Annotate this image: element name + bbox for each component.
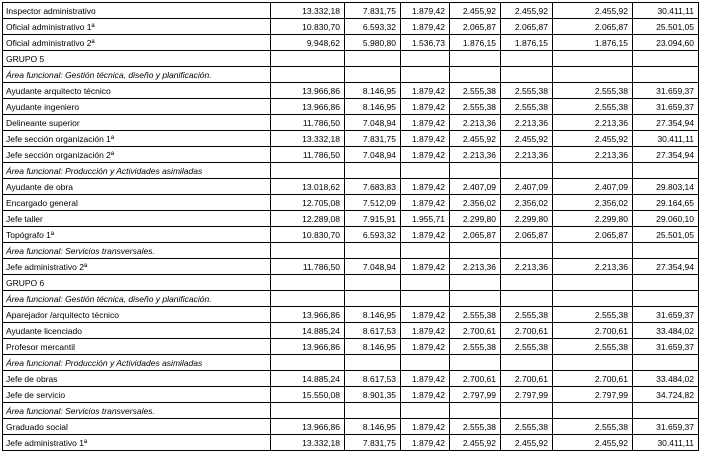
amount-cell: 2.356,02 xyxy=(553,195,633,211)
amount-cell: 8.146,95 xyxy=(345,83,401,99)
amount-cell: 2.555,38 xyxy=(553,83,633,99)
amount-cell: 12.289,08 xyxy=(271,211,345,227)
amount-cell xyxy=(501,291,553,307)
amount-cell xyxy=(553,291,633,307)
amount-cell: 2.555,38 xyxy=(450,99,501,115)
amount-cell xyxy=(633,163,699,179)
amount-cell: 14.885,24 xyxy=(271,371,345,387)
amount-cell: 2.213,36 xyxy=(501,259,553,275)
group-header-row xyxy=(3,51,699,67)
amount-cell: 13.966,86 xyxy=(271,419,345,435)
job-title-cell: Jefe sección organización 2ª xyxy=(3,147,271,163)
amount-cell xyxy=(345,275,401,291)
amount-cell: 1.876,15 xyxy=(450,35,501,51)
amount-cell: 10.830,70 xyxy=(271,19,345,35)
amount-cell: 1.536,73 xyxy=(401,35,450,51)
amount-cell: 11.786,50 xyxy=(271,147,345,163)
amount-cell: 1.879,42 xyxy=(401,147,450,163)
amount-cell xyxy=(450,403,501,419)
amount-cell: 1.876,15 xyxy=(501,35,553,51)
amount-cell xyxy=(553,403,633,419)
amount-cell xyxy=(633,291,699,307)
functional-area-row xyxy=(3,243,699,259)
amount-cell xyxy=(401,355,450,371)
amount-cell: 2.700,61 xyxy=(450,371,501,387)
amount-cell xyxy=(401,51,450,67)
amount-cell: 27.354,94 xyxy=(633,147,699,163)
amount-cell: 2.213,36 xyxy=(553,259,633,275)
amount-cell xyxy=(401,67,450,83)
amount-cell: 7.831,75 xyxy=(345,3,401,19)
job-title-cell: Oficial administrativo 1ª xyxy=(3,19,271,35)
amount-cell: 9.948,62 xyxy=(271,35,345,51)
amount-cell: 6.593,32 xyxy=(345,227,401,243)
amount-cell: 2.555,38 xyxy=(553,307,633,323)
amount-cell: 2.213,36 xyxy=(450,115,501,131)
amount-cell: 31.659,37 xyxy=(633,419,699,435)
table-row xyxy=(3,339,699,355)
amount-cell: 1.879,42 xyxy=(401,115,450,131)
amount-cell: 7.048,94 xyxy=(345,259,401,275)
amount-cell: 1.879,42 xyxy=(401,339,450,355)
amount-cell: 2.065,87 xyxy=(553,227,633,243)
table-row xyxy=(3,323,699,339)
amount-cell: 2.555,38 xyxy=(450,83,501,99)
functional-area-label-cell: Área funcional: Servicios transversales. xyxy=(3,403,271,419)
amount-cell xyxy=(401,243,450,259)
amount-cell: 1.879,42 xyxy=(401,83,450,99)
table-row xyxy=(3,35,699,51)
amount-cell: 2.407,09 xyxy=(501,179,553,195)
amount-cell: 2.555,38 xyxy=(501,419,553,435)
amount-cell: 2.213,36 xyxy=(450,259,501,275)
amount-cell: 8.146,95 xyxy=(345,339,401,355)
table-row xyxy=(3,3,699,19)
table-row xyxy=(3,131,699,147)
amount-cell: 2.299,80 xyxy=(553,211,633,227)
amount-cell: 30.411,11 xyxy=(633,435,699,451)
amount-cell xyxy=(450,291,501,307)
amount-cell: 2.700,61 xyxy=(450,323,501,339)
job-title-cell: Jefe administrativo 1ª xyxy=(3,435,271,451)
job-title-cell: Ayudante licenciado xyxy=(3,323,271,339)
amount-cell: 2.555,38 xyxy=(450,419,501,435)
amount-cell: 2.555,38 xyxy=(450,339,501,355)
amount-cell: 1.879,42 xyxy=(401,307,450,323)
amount-cell: 13.332,18 xyxy=(271,131,345,147)
amount-cell xyxy=(345,355,401,371)
amount-cell: 2.356,02 xyxy=(501,195,553,211)
job-title-cell: Jefe administrativo 2ª xyxy=(3,259,271,275)
functional-area-row xyxy=(3,291,699,307)
amount-cell: 1.879,42 xyxy=(401,179,450,195)
group-label-cell: GRUPO 5 xyxy=(3,51,271,67)
amount-cell: 2.455,92 xyxy=(450,131,501,147)
amount-cell: 1.879,42 xyxy=(401,419,450,435)
job-title-cell: Delineante superior xyxy=(3,115,271,131)
amount-cell: 1.879,42 xyxy=(401,19,450,35)
amount-cell: 2.555,38 xyxy=(501,307,553,323)
functional-area-row xyxy=(3,355,699,371)
amount-cell: 2.407,09 xyxy=(553,179,633,195)
amount-cell: 29.803,14 xyxy=(633,179,699,195)
amount-cell: 7.048,94 xyxy=(345,115,401,131)
amount-cell xyxy=(401,275,450,291)
amount-cell: 2.700,61 xyxy=(501,323,553,339)
job-title-cell: Ayudante arquitecto técnico xyxy=(3,83,271,99)
table-row xyxy=(3,19,699,35)
amount-cell: 2.299,80 xyxy=(501,211,553,227)
functional-area-label-cell: Área funcional: Producción y Actividades asimiladas xyxy=(3,355,271,371)
amount-cell xyxy=(553,67,633,83)
amount-cell: 2.356,02 xyxy=(450,195,501,211)
amount-cell: 2.065,87 xyxy=(553,19,633,35)
table-row xyxy=(3,387,699,403)
amount-cell: 34.724,82 xyxy=(633,387,699,403)
job-title-cell: Jefe sección organización 1ª xyxy=(3,131,271,147)
amount-cell: 2.700,61 xyxy=(501,371,553,387)
table-row xyxy=(3,259,699,275)
table-row xyxy=(3,211,699,227)
amount-cell xyxy=(501,51,553,67)
job-title-cell: Inspector administrativo xyxy=(3,3,271,19)
amount-cell xyxy=(345,67,401,83)
amount-cell xyxy=(450,243,501,259)
amount-cell: 2.797,99 xyxy=(501,387,553,403)
amount-cell: 13.966,86 xyxy=(271,99,345,115)
amount-cell: 1.879,42 xyxy=(401,387,450,403)
amount-cell xyxy=(553,51,633,67)
amount-cell: 2.555,38 xyxy=(501,339,553,355)
amount-cell: 1.876,15 xyxy=(553,35,633,51)
amount-cell xyxy=(271,243,345,259)
amount-cell: 31.659,37 xyxy=(633,99,699,115)
amount-cell: 2.455,92 xyxy=(553,3,633,19)
job-title-cell: Ayudante ingeniero xyxy=(3,99,271,115)
table-row xyxy=(3,99,699,115)
amount-cell: 2.299,80 xyxy=(450,211,501,227)
amount-cell: 1.879,42 xyxy=(401,371,450,387)
job-title-cell: Graduado social xyxy=(3,419,271,435)
amount-cell: 8.146,95 xyxy=(345,419,401,435)
amount-cell: 2.555,38 xyxy=(553,339,633,355)
amount-cell xyxy=(271,275,345,291)
amount-cell: 25.501,05 xyxy=(633,227,699,243)
amount-cell xyxy=(633,275,699,291)
amount-cell xyxy=(345,51,401,67)
amount-cell: 2.700,61 xyxy=(553,371,633,387)
amount-cell: 2.555,38 xyxy=(450,307,501,323)
amount-cell: 7.512,09 xyxy=(345,195,401,211)
amount-cell: 13.332,18 xyxy=(271,3,345,19)
table-row xyxy=(3,435,699,451)
amount-cell: 29.164,65 xyxy=(633,195,699,211)
job-title-cell: Topógrafo 1ª xyxy=(3,227,271,243)
amount-cell: 11.786,50 xyxy=(271,259,345,275)
amount-cell: 1.879,42 xyxy=(401,435,450,451)
amount-cell xyxy=(501,403,553,419)
amount-cell xyxy=(271,67,345,83)
amount-cell: 11.786,50 xyxy=(271,115,345,131)
amount-cell: 1.879,42 xyxy=(401,131,450,147)
amount-cell: 13.966,86 xyxy=(271,339,345,355)
functional-area-row xyxy=(3,67,699,83)
job-title-cell: Oficial administrativo 2ª xyxy=(3,35,271,51)
job-title-cell: Jefe de servicio xyxy=(3,387,271,403)
amount-cell: 7.683,83 xyxy=(345,179,401,195)
table-row xyxy=(3,179,699,195)
amount-cell: 14.885,24 xyxy=(271,323,345,339)
amount-cell: 13.966,86 xyxy=(271,83,345,99)
amount-cell xyxy=(501,355,553,371)
functional-area-row xyxy=(3,403,699,419)
job-title-cell: Encargado general xyxy=(3,195,271,211)
job-title-cell: Jefe taller xyxy=(3,211,271,227)
amount-cell: 2.455,92 xyxy=(501,435,553,451)
amount-cell xyxy=(345,291,401,307)
amount-cell: 2.065,87 xyxy=(450,227,501,243)
group-label-cell: GRUPO 6 xyxy=(3,275,271,291)
amount-cell xyxy=(271,291,345,307)
amount-cell: 31.659,37 xyxy=(633,83,699,99)
amount-cell: 5.980,80 xyxy=(345,35,401,51)
amount-cell xyxy=(345,163,401,179)
amount-cell: 7.048,94 xyxy=(345,147,401,163)
amount-cell: 2.455,92 xyxy=(553,435,633,451)
table-row xyxy=(3,227,699,243)
amount-cell: 2.407,09 xyxy=(450,179,501,195)
amount-cell: 2.065,87 xyxy=(501,19,553,35)
amount-cell: 8.617,53 xyxy=(345,371,401,387)
table-row xyxy=(3,371,699,387)
amount-cell: 29.060,10 xyxy=(633,211,699,227)
amount-cell xyxy=(450,355,501,371)
amount-cell: 2.797,99 xyxy=(553,387,633,403)
amount-cell: 31.659,37 xyxy=(633,307,699,323)
amount-cell: 1.879,42 xyxy=(401,259,450,275)
amount-cell xyxy=(633,355,699,371)
amount-cell xyxy=(271,355,345,371)
amount-cell: 27.354,94 xyxy=(633,259,699,275)
amount-cell xyxy=(401,163,450,179)
amount-cell: 2.797,99 xyxy=(450,387,501,403)
salary-table-body xyxy=(3,3,699,451)
amount-cell: 2.455,92 xyxy=(450,435,501,451)
functional-area-row xyxy=(3,163,699,179)
amount-cell xyxy=(271,163,345,179)
amount-cell xyxy=(271,51,345,67)
amount-cell: 30.411,11 xyxy=(633,3,699,19)
amount-cell xyxy=(501,275,553,291)
amount-cell: 7.915,91 xyxy=(345,211,401,227)
amount-cell xyxy=(345,403,401,419)
amount-cell xyxy=(450,51,501,67)
amount-cell: 10.830,70 xyxy=(271,227,345,243)
amount-cell: 2.213,36 xyxy=(553,115,633,131)
amount-cell xyxy=(633,51,699,67)
amount-cell: 2.213,36 xyxy=(450,147,501,163)
amount-cell: 25.501,05 xyxy=(633,19,699,35)
amount-cell xyxy=(501,67,553,83)
functional-area-label-cell: Área funcional: Servicios transversales. xyxy=(3,243,271,259)
amount-cell xyxy=(501,163,553,179)
amount-cell: 1.879,42 xyxy=(401,323,450,339)
amount-cell: 2.213,36 xyxy=(553,147,633,163)
amount-cell xyxy=(401,403,450,419)
amount-cell: 15.550,08 xyxy=(271,387,345,403)
amount-cell: 2.555,38 xyxy=(501,99,553,115)
amount-cell xyxy=(401,291,450,307)
amount-cell: 1.955,71 xyxy=(401,211,450,227)
table-row xyxy=(3,83,699,99)
amount-cell: 2.065,87 xyxy=(450,19,501,35)
amount-cell: 8.146,95 xyxy=(345,99,401,115)
amount-cell: 7.831,75 xyxy=(345,131,401,147)
amount-cell: 2.555,38 xyxy=(553,99,633,115)
table-row xyxy=(3,115,699,131)
job-title-cell: Profesor mercantil xyxy=(3,339,271,355)
functional-area-label-cell: Área funcional: Gestión técnica, diseño y planificación. xyxy=(3,291,271,307)
amount-cell xyxy=(633,67,699,83)
amount-cell xyxy=(633,403,699,419)
amount-cell xyxy=(553,275,633,291)
amount-cell: 13.018,62 xyxy=(271,179,345,195)
job-title-cell: Aparejador /arquitecto técnico xyxy=(3,307,271,323)
amount-cell: 2.455,92 xyxy=(553,131,633,147)
amount-cell: 31.659,37 xyxy=(633,339,699,355)
amount-cell xyxy=(633,243,699,259)
amount-cell: 12.705,08 xyxy=(271,195,345,211)
amount-cell xyxy=(553,163,633,179)
amount-cell xyxy=(450,163,501,179)
amount-cell: 23.094,60 xyxy=(633,35,699,51)
amount-cell: 8.146,95 xyxy=(345,307,401,323)
amount-cell: 13.332,18 xyxy=(271,435,345,451)
amount-cell xyxy=(553,355,633,371)
table-row xyxy=(3,419,699,435)
amount-cell: 2.455,92 xyxy=(501,3,553,19)
functional-area-label-cell: Área funcional: Producción y Actividades asimiladas xyxy=(3,163,271,179)
amount-cell: 7.831,75 xyxy=(345,435,401,451)
salary-table xyxy=(2,2,699,451)
table-row xyxy=(3,195,699,211)
amount-cell: 13.966,86 xyxy=(271,307,345,323)
group-header-row xyxy=(3,275,699,291)
amount-cell: 8.901,35 xyxy=(345,387,401,403)
amount-cell: 2.455,92 xyxy=(501,131,553,147)
amount-cell: 1.879,42 xyxy=(401,3,450,19)
amount-cell: 8.617,53 xyxy=(345,323,401,339)
amount-cell xyxy=(345,243,401,259)
amount-cell: 2.555,38 xyxy=(553,419,633,435)
amount-cell: 2.213,36 xyxy=(501,147,553,163)
amount-cell: 33.484,02 xyxy=(633,371,699,387)
amount-cell: 2.455,92 xyxy=(450,3,501,19)
table-row xyxy=(3,147,699,163)
job-title-cell: Ayudante de obra xyxy=(3,179,271,195)
amount-cell xyxy=(450,275,501,291)
amount-cell: 2.555,38 xyxy=(501,83,553,99)
amount-cell: 2.213,36 xyxy=(501,115,553,131)
job-title-cell: Jefe de obras xyxy=(3,371,271,387)
amount-cell: 6.593,32 xyxy=(345,19,401,35)
amount-cell: 30.411,11 xyxy=(633,131,699,147)
amount-cell: 2.065,87 xyxy=(501,227,553,243)
amount-cell xyxy=(501,243,553,259)
amount-cell xyxy=(271,403,345,419)
amount-cell xyxy=(553,243,633,259)
amount-cell: 2.700,61 xyxy=(553,323,633,339)
functional-area-label-cell: Área funcional: Gestión técnica, diseño y planificación. xyxy=(3,67,271,83)
amount-cell xyxy=(450,67,501,83)
table-row xyxy=(3,307,699,323)
amount-cell: 1.879,42 xyxy=(401,227,450,243)
amount-cell: 1.879,42 xyxy=(401,195,450,211)
amount-cell: 1.879,42 xyxy=(401,99,450,115)
amount-cell: 27.354,94 xyxy=(633,115,699,131)
amount-cell: 33.484,02 xyxy=(633,323,699,339)
